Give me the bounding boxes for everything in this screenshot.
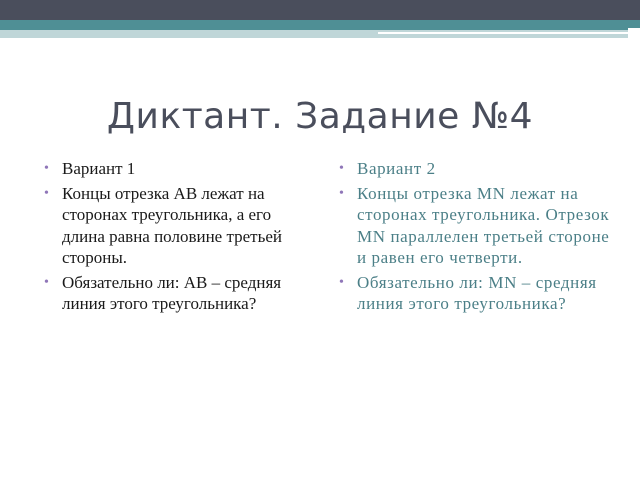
bullet-icon: • <box>44 185 49 201</box>
list-item-text: Вариант 1 <box>62 159 136 178</box>
bullet-icon: • <box>44 274 49 290</box>
list-item <box>42 272 307 315</box>
list-item <box>337 158 617 180</box>
bullet-icon: • <box>44 161 49 176</box>
left-column-list <box>42 158 307 318</box>
list-item <box>42 183 307 269</box>
list-item-text: Концы отрезка AB лежат на сторонах треугольника, а его длина равна половине третьей стороны. <box>62 183 282 267</box>
header-decor-corner <box>628 28 640 40</box>
bullet-icon: • <box>339 274 345 290</box>
header-dark-bar <box>0 0 640 20</box>
list-item <box>337 272 617 315</box>
list-item-text: Концы отрезка MN лежат на сторонах треугольника. Отрезок MN параллелен третьей стороне и равен его четверти. <box>357 183 610 267</box>
slide-title: Диктант. Задание №4 <box>106 96 534 137</box>
list-item-text: Обязательно ли: AB – средняя линия этого треугольника? <box>62 272 282 313</box>
header-decor-line <box>378 32 636 34</box>
bullet-icon: • <box>339 185 345 201</box>
bullet-icon: • <box>339 161 345 176</box>
right-column-list <box>337 158 617 318</box>
list-item <box>337 183 617 269</box>
list-item-text: Обязательно ли: MN – средняя линия этого треугольника? <box>357 272 597 313</box>
list-item <box>42 158 307 180</box>
header-teal-bar <box>0 20 640 30</box>
list-item-text: Вариант 2 <box>357 159 436 178</box>
